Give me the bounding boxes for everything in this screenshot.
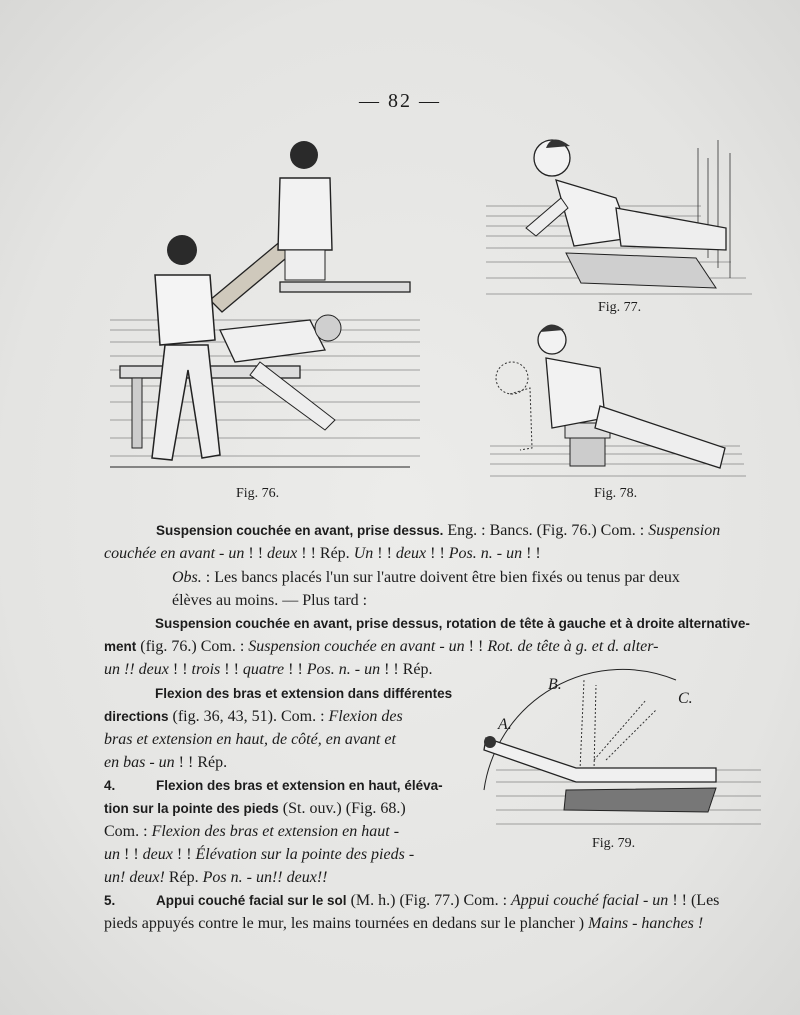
paragraph-4-number: 4.: [104, 778, 116, 793]
paragraph-2-line-1: [155, 612, 765, 635]
obs-label: Obs.: [172, 569, 202, 586]
figure-77-caption: Fig. 77.: [598, 300, 642, 315]
figure-79-label-b: B.: [548, 676, 562, 693]
paragraph-4-line-5: un! deux! Rép. Pos n. - un!! deux!!: [104, 869, 328, 886]
page-number: — 82 —: [359, 90, 441, 112]
figure-79-label-a: A.: [498, 716, 512, 733]
paragraph-5-line-2: pieds appuyés contre le mur, les mains tournées en dedans sur le plancher ) Mains - hanches !: [104, 915, 704, 932]
paragraph-4-line-1: [104, 774, 474, 797]
figure-77-illustration: [486, 128, 752, 300]
paragraph-1-heading: Suspension couchée en avant, prise dessus.: [156, 523, 444, 538]
paragraph-3-line-2: directions (fig. 36, 43, 51). Com. : Flexion des: [104, 708, 403, 725]
figure-79-caption: Fig. 79.: [592, 836, 636, 851]
paragraph-2-line-3: un !! deux ! ! trois ! ! quatre ! ! Pos. n. - un ! ! Rép.: [104, 661, 433, 678]
paragraph-4-line-2: tion sur la pointe des pieds (St. ouv.) (Fig. 68.): [104, 800, 406, 817]
figure-78-illustration: [490, 318, 750, 484]
figure-78-caption: Fig. 78.: [594, 486, 638, 501]
paragraph-5-line-1: 5. Appui couché facial sur le sol (M. h.) (Fig. 77.) Com. : Appui couché facial - un ! ! (Les: [104, 889, 764, 912]
paragraph-1-line-1: Suspension couchée en avant, prise dessus. Eng. : Bancs. (Fig. 76.) Com. : Suspension: [156, 522, 721, 539]
paragraph-3-line-1: [155, 682, 475, 705]
paragraph-3-heading: Flexion des bras et extension dans différentes: [155, 686, 453, 701]
paragraph-4-line-3: Com. : Flexion des bras et extension en haut -: [104, 823, 400, 840]
figure-79-illustration: [476, 660, 766, 840]
paragraph-1-line-2: couchée en avant - un ! ! deux ! ! Rép. Un ! ! deux ! ! Pos. n. - un ! !: [104, 545, 541, 562]
obs-line-2: élèves au moins. — Plus tard :: [172, 592, 368, 609]
paragraph-5-number: 5.: [104, 893, 116, 908]
obs-line-1: Obs. : Les bancs placés l'un sur l'autre doivent être bien fixés ou tenus par deux: [172, 569, 680, 586]
paragraph-4-line-4: un ! ! deux ! ! Élévation sur la pointe des pieds -: [104, 846, 415, 863]
paragraph-2-line-2: ment (fig. 76.) Com. : Suspension couchée en avant - un ! ! Rot. de tête à g. et d. alter-: [104, 638, 659, 655]
paragraph-5-heading: Appui couché facial sur le sol: [156, 893, 347, 908]
figure-76-illustration: [110, 130, 420, 480]
paragraph-4-heading: Flexion des bras et extension en haut, éléva-: [156, 778, 443, 793]
paragraph-2-heading: Suspension couchée en avant, prise dessus, rotation de tête à gauche et à droite alternative-: [155, 616, 750, 631]
paragraph-3-line-3: bras et extension en haut, de côté, en avant et: [104, 731, 396, 748]
figure-79-label-c: C.: [678, 690, 693, 707]
figure-76-caption: Fig. 76.: [236, 486, 280, 501]
paragraph-3-line-4: en bas - un ! ! Rép.: [104, 754, 228, 771]
